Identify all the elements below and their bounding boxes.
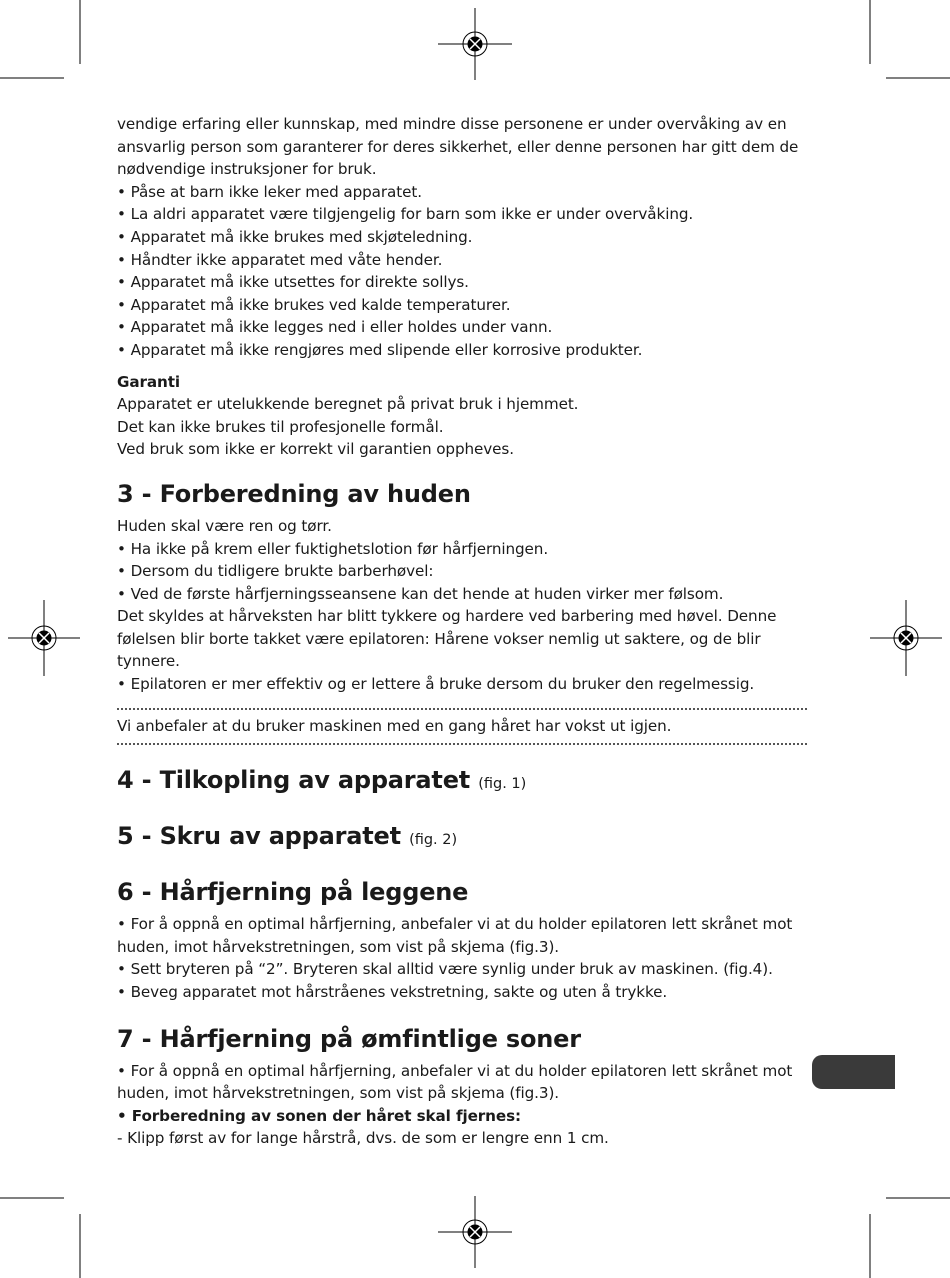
bullet-item: • Apparatet må ikke utsettes for direkte sollys. [117, 273, 469, 292]
intro-paragraph: vendige erfaring eller kunnskap, med mindre disse personene er under overvåking av en ansvarlig person som garanterer for deres sikkerhet, eller denne personen har gitt dem de nødvendige instruksjoner for bruk. [117, 115, 799, 179]
registration-mark-top [438, 8, 512, 80]
bullet-item: • Håndter ikke apparatet med våte hender. [117, 250, 443, 269]
section-4-fig-ref: (fig. 1) [478, 776, 527, 793]
bullet-item: • Apparatet må ikke rengjøres med slipende eller korrosive produkter. [117, 340, 643, 359]
section-3-line: • Epilatoren er mer effektiv og er lettere å bruke dersom du bruker den regelmessig. [117, 675, 755, 694]
section-3-line: • Ved de første hårfjerningsseansene kan det hende at huden virker mer følsom. [117, 584, 724, 603]
bullet-item: • Apparatet må ikke brukes med skjøteledning. [117, 227, 473, 246]
section-3-line: Det skyldes at hårveksten har blitt tykkere og hardere ved barbering med høvel. Denne følelsen blir borte takket være epilatoren: Hårene vokser nemlig ut saktere, og de blir tynnere. [117, 607, 777, 671]
section-6-heading: 6 - Hårfjerning på leggene [117, 878, 469, 907]
bullet-item: • La aldri apparatet være tilgjengelig for barn som ikke er under overvåking. [117, 205, 694, 224]
recommendation-note [117, 708, 807, 746]
bullet-item: • Apparatet må ikke brukes ved kalde temperaturer. [117, 295, 511, 314]
section-7-line: - Klipp først av for lange hårstrå, dvs. de som er lengre enn 1 cm. [117, 1129, 609, 1148]
registration-mark-left [8, 600, 80, 676]
section-5-heading [117, 821, 807, 855]
recommendation-text: Vi anbefaler at du bruker maskinen med en gang håret har vokst ut igjen. [117, 716, 672, 735]
garanti-heading: Garanti [117, 372, 181, 391]
registration-mark-bottom [438, 1196, 512, 1268]
bullet-item: • Påse at barn ikke leker med apparatet. [117, 182, 422, 201]
language-tab-marker [812, 1055, 895, 1089]
section-5-title: 5 - Skru av apparatet [117, 822, 401, 851]
section-7-subheading: • Forberedning av sonen der håret skal fjernes: [117, 1106, 521, 1125]
garanti-line: Ved bruk som ikke er korrekt vil garantien oppheves. [117, 440, 514, 459]
bullet-item: • Apparatet må ikke legges ned i eller holdes under vann. [117, 318, 553, 337]
garanti-line: Apparatet er utelukkende beregnet på privat bruk i hjemmet. [117, 395, 579, 414]
section-4-heading [117, 765, 807, 799]
section-4-title: 4 - Tilkopling av apparatet [117, 766, 471, 795]
section-6-line: • Sett bryteren på “2”. Bryteren skal alltid være synlig under bruk av maskinen. (fig.4). [117, 960, 773, 979]
section-5-fig-ref: (fig. 2) [409, 832, 458, 849]
section-3-line: • Ha ikke på krem eller fuktighetslotion før hårfjerningen. [117, 539, 549, 558]
section-6-line: • Beveg apparatet mot hårstråenes vekstretning, sakte og uten å trykke. [117, 983, 668, 1002]
section-3-heading: 3 - Forberedning av huden [117, 479, 471, 508]
section-3-line: • Dersom du tidligere brukte barberhøvel: [117, 562, 434, 581]
garanti-line: Det kan ikke brukes til profesjonelle formål. [117, 417, 444, 436]
page-content [117, 113, 807, 1150]
section-7-line: • For å oppnå en optimal hårfjerning, anbefaler vi at du holder epilatoren lett skrånet mot huden, imot hårvekstretningen, som vist på skjema (fig.3). [117, 1061, 793, 1103]
section-6-line: • For å oppnå en optimal hårfjerning, anbefaler vi at du holder epilatoren lett skrånet mot huden, imot hårvekstretningen, som vist på skjema (fig.3). [117, 915, 793, 956]
section-7-heading: 7 - Hårfjerning på ømfintlige soner [117, 1024, 581, 1053]
section-3-line: Huden skal være ren og tørr. [117, 516, 332, 535]
registration-mark-right [870, 600, 942, 676]
